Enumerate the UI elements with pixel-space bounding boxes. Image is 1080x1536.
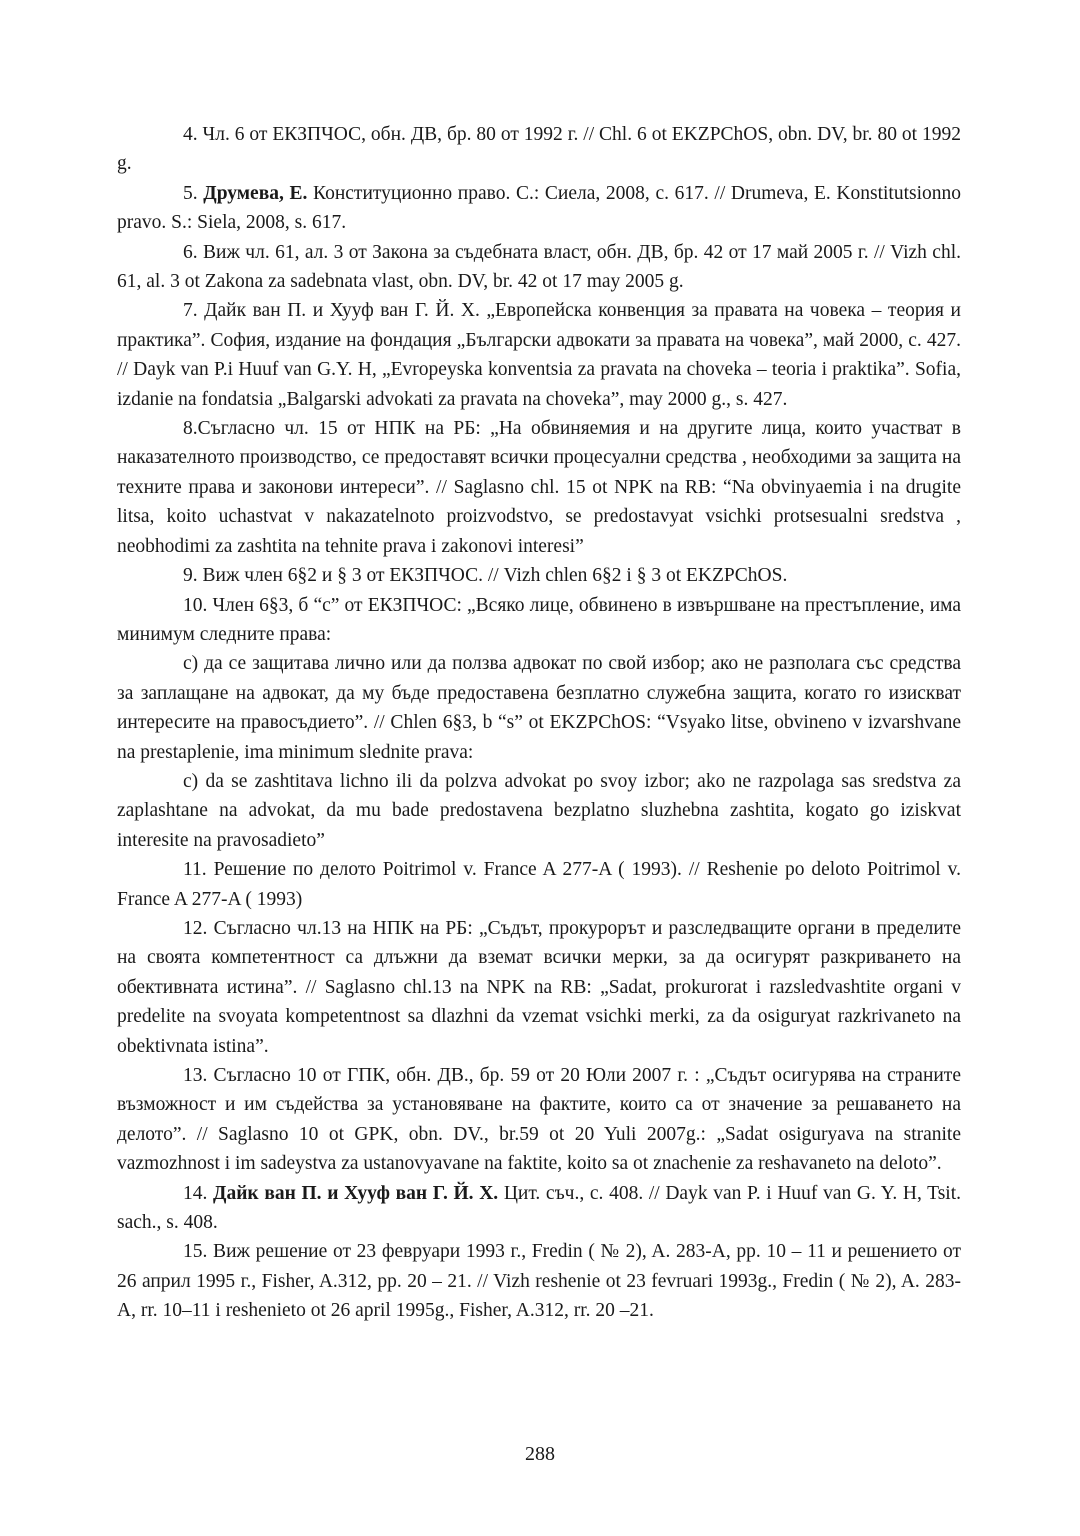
footnote-number: 15. <box>183 1241 208 1263</box>
footnote-number: 7. <box>183 300 198 322</box>
footnote-text: Цит. съч., с. 408. // Dayk van P. i Huuf van G. Y. H, Tsit. sach., s. 408. <box>117 1182 962 1234</box>
footnote-text: Конституционно право. С.: Сиела, 2008, с. 617. // Drumeva, E. Konstitutsionno pravo. S.: Siela, 2008, s. 617. <box>117 182 961 234</box>
footnote-text: Чл. 6 от ЕКЗПЧОС, обн. ДВ, бр. 80 от 1992 г. // Chl. 6 ot EKZPChOS, obn. DV, br. 80 ot 1992 g. <box>117 124 961 175</box>
footnote-text: Решение по делото Poitrimol v. France A 277-A ( 1993). // Reshenie po deloto Poitrimol v. France A 277-A ( 1993) <box>117 859 961 910</box>
footnote-author: Друмева, Е. <box>197 182 308 204</box>
footnote-10-item-c-translit <box>117 767 961 855</box>
footnote-number: 12. <box>183 917 208 939</box>
footnote-text: Съгласно чл.13 на НПК на РБ: „Съдът, прокурорът и разследващите органи в пределите на своята компетентност са длъжни да вземат всички мерки, за да осигурят разкриването на обективната истина”. // Saglasno chl.13 na NPK na RB: „Sadat, prokurorat i razsledvashtite organi v predelite na svoyata kompetentnost sa dlazhni da vzemat vsichki merki, za da osiguryat razkrivaneto na obektivnata istina”. <box>117 917 961 1057</box>
footnote-text: с) да се защитава лично или да ползва адвокат по свой избор; ако не разполага със средства за заплащане на адвокат, да му бъде предоставена безплатно служебна защита, когато го изискват интересите на правосъдието”. // Chlen 6§3, b “s” ot EKZPChOS: “Vsyako litse, obvineno v izvarshvane na prestaplenie, ima minimum slednite prava: <box>117 653 961 763</box>
footnote-text: Виж решение от 23 февруари 1993 г., Fredin ( № 2), A. 283-A, pp. 10 – 11 и решението от 26 април 1995 г., Fisher, A.312, pp. 20 – 21. // Vizh reshenie ot 23 fevruari 1993g., Fredin ( № 2), A. 283-A, rr. 10–11 i reshenieto ot 26 april 1995g., Fisher, A.312, rr. 20 –21. <box>117 1241 961 1322</box>
footnote-14 <box>117 1179 961 1238</box>
footnote-number: 6. <box>183 241 198 263</box>
footnote-text: Виж чл. 61, ал. 3 от Закона за съдебната власт, обн. ДВ, бр. 42 от 17 май 2005 г. // Vizh chl. 61, al. 3 ot Zakona za sadebnata vlast, obn. DV, br. 42 ot 17 may 2005 g. <box>117 241 961 293</box>
footnote-11 <box>117 855 961 914</box>
footnote-text: Съгласно 10 от ГПК, обн. ДВ., бр. 59 от 20 Юли 2007 г. : „Съдът осигурява на страните възможност и им съдейства за установяване на фактите, които са от значение за решаването на делото”. // Saglasno 10 ot GPK, obn. DV., br.59 ot 20 Yuli 2007g.: „Sadat osiguryava na stranite vazmozhnost i im sadeystva za ustanovyavane na faktite, koito sa ot znachenie za reshavaneto na deloto”. <box>117 1065 961 1175</box>
footnote-text: Член 6§3, б “c” от ЕКЗПЧОС: „Всяко лице, обвинено в извършване на престъпление, има минимум следните права: <box>117 594 961 645</box>
footnote-number: 5. <box>183 182 198 204</box>
footnote-number: 8. <box>183 418 198 440</box>
footnote-5 <box>117 179 961 238</box>
footnote-12 <box>117 914 961 1061</box>
footnote-number: 9. <box>183 565 198 587</box>
footnote-number: 11. <box>183 859 207 881</box>
footnote-text: c) da se zashtitava lichno ili da polzva advokat po svoy izbor; ako ne razpolaga sas sredstva za zaplashtane na advokat, da mu bade predostavena bezplatno sluzhebna zashtita, kogato go iziskvat interesite na pravosadieto” <box>117 770 961 851</box>
footnote-text: Дайк ван П. и Хууф ван Г. Й. Х. „Европейска конвенция за правата на човека – теория и практика”. София, издание на фондация „Български адвокати за правата на човека”, май 2000, с. 427. // Dayk van P.i Huuf van G.Y. H, „Evropeyska konventsia za pravata na choveka – teoria i praktika”. Sofia, izdanie na fondatsia „Balgarski advokati za pravata na choveka”, may 2000 g., s. 427. <box>117 300 961 410</box>
footnote-author: Дайк ван П. и Хууф ван Г. Й. Х. <box>207 1182 499 1204</box>
footnote-number: 13. <box>183 1065 208 1086</box>
page-number: 288 <box>525 1443 555 1465</box>
footnote-6 <box>117 238 961 297</box>
footnote-13 <box>117 1061 961 1179</box>
footnote-10-item-c-bg <box>117 649 961 767</box>
footnote-4 <box>117 120 961 179</box>
footnotes-section <box>117 120 961 1326</box>
footnote-15 <box>117 1237 961 1325</box>
footnote-number: 14. <box>183 1182 208 1204</box>
footnote-8 <box>117 414 961 561</box>
footnote-7 <box>117 296 961 414</box>
footnote-text: Виж член 6§2 и § 3 от ЕКЗПЧОС. // Vizh chlen 6§2 i § 3 ot EKZPChOS. <box>197 565 788 587</box>
footnote-10 <box>117 591 961 650</box>
footnote-number: 4. <box>183 124 198 145</box>
footnote-9 <box>117 561 961 590</box>
footnote-number: 10. <box>183 594 208 616</box>
footnote-text: Съгласно чл. 15 от НПК на РБ: „На обвиняемия и на другите лица, които участват в наказателното производство, се предоставят всички процесуални средства , необходими за защита на техните права и законови интереси”. // Saglasno chl. 15 ot NPK na RB: “Na obvinyaemia i na drugite litsa, koito uchastvat v nakazatelnoto proizvodstvo, se predostavyat vsichki protsesualni sredstva , neobhodimi za zashtita na tehnite prava i zakonovi interesi” <box>117 418 961 557</box>
